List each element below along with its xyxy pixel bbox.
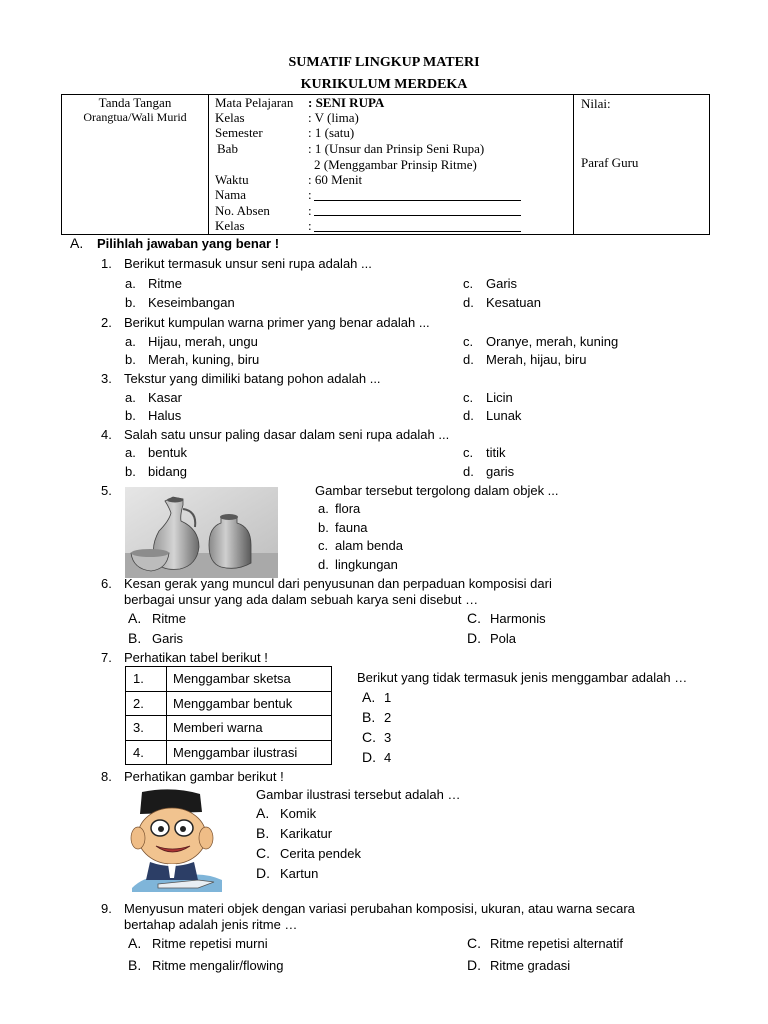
q6-text-line1: Kesan gerak yang muncul dari penyusunan dan perpaduan komposisi dari [124,576,552,591]
q3-text: Tekstur yang dimiliki batang pohon adalah ... [124,371,381,386]
q1-opt-b[interactable]: Keseimbangan [148,295,235,310]
q3-opt-c[interactable]: Licin [486,390,513,405]
q5-opt-c[interactable]: alam benda [335,538,403,553]
q8-text: Perhatikan gambar berikut ! [124,769,284,784]
label-mata-pelajaran: Mata Pelajaran [215,95,294,110]
q7-opt-c[interactable]: 3 [384,730,392,745]
value-semester: : 1 (satu) [308,125,355,140]
q6-opt-b[interactable]: Garis [152,631,184,646]
table-cell-number: 2. [126,691,167,716]
table-cell-value: Memberi warna [167,716,332,741]
q6-opt-d-letter[interactable]: D. [467,630,481,646]
q4-opt-d-letter[interactable]: d. [463,464,474,479]
q5-opt-b[interactable]: fauna [335,520,368,535]
q8-opt-b-letter[interactable]: B. [256,825,270,841]
q6-opt-d[interactable]: Pola [490,631,517,646]
table-cell-value: Menggambar ilustrasi [167,740,332,765]
table-row [126,691,332,716]
q1-opt-d-letter[interactable]: d. [463,295,474,310]
q7-opt-b[interactable]: 2 [384,710,392,725]
q1-number: 1. [101,256,112,271]
signature-label: Tanda Tangan [98,95,172,110]
label-bab: Bab [217,141,238,156]
table-row [126,667,332,692]
colon-nama: : [308,187,312,202]
q9-opt-b-letter[interactable]: B. [128,957,142,973]
table-cell-number: 3. [126,716,167,741]
q2-opt-a[interactable]: Hijau, merah, ungu [148,334,258,349]
q8-opt-b[interactable]: Karikatur [280,826,333,841]
table-cell-value: Menggambar bentuk [167,691,332,716]
q7-opt-b-letter[interactable]: B. [362,709,376,725]
label-nama: Nama [215,187,247,202]
q6-opt-a[interactable]: Ritme [152,611,186,626]
caricature-image [128,788,226,896]
q7-text: Perhatikan tabel berikut ! [124,650,268,665]
q6-opt-a-letter[interactable]: A. [128,610,142,626]
table-row [126,740,332,765]
q5-opt-d[interactable]: lingkungan [335,557,398,572]
q3-opt-b[interactable]: Halus [148,408,182,423]
q7-table [125,666,332,765]
q9-opt-a[interactable]: Ritme repetisi murni [152,936,268,951]
q2-opt-c[interactable]: Oranye, merah, kuning [486,334,619,349]
q2-opt-c-letter[interactable]: c. [463,334,474,349]
page-subtitle: KURIKULUM MERDEKA [300,77,468,92]
q2-opt-a-letter[interactable]: a. [125,334,136,349]
q1-opt-b-letter[interactable]: b. [125,295,136,310]
q4-text: Salah satu unsur paling dasar dalam seni rupa adalah ... [124,427,450,442]
q7-question: Berikut yang tidak termasuk jenis menggambar adalah … [357,670,688,685]
q5-text: Gambar tersebut tergolong dalam objek ... [315,483,559,498]
q5-opt-a-letter[interactable]: a. [318,501,329,516]
q2-opt-b[interactable]: Merah, kuning, biru [148,352,260,367]
q1-opt-c[interactable]: Garis [486,276,518,291]
q7-opt-a[interactable]: 1 [384,690,392,705]
q8-opt-c[interactable]: Cerita pendek [280,846,361,861]
label-kelas-2: Kelas [215,218,245,233]
q4-opt-b-letter[interactable]: b. [125,464,136,479]
q7-opt-d[interactable]: 4 [384,750,392,765]
q4-opt-d[interactable]: garis [486,464,515,479]
table-cell-number: 1. [126,667,167,692]
q9-text-line1: Menyusun materi objek dengan variasi perubahan komposisi, ukuran, atau warna secara [124,901,635,916]
q4-number: 4. [101,427,112,442]
q4-opt-b[interactable]: bidang [148,464,188,479]
q5-opt-c-letter[interactable]: c. [318,538,329,553]
q8-opt-a[interactable]: Komik [280,806,317,821]
q4-opt-c-letter[interactable]: c. [463,445,474,460]
q3-opt-b-letter[interactable]: b. [125,408,136,423]
q3-number: 3. [101,371,112,386]
value-bab-1: : 1 (Unsur dan Prinsip Seni Rupa) [308,141,485,156]
q5-number: 5. [101,483,112,498]
q5-opt-d-letter[interactable]: d. [318,557,329,572]
q3-opt-c-letter[interactable]: c. [463,390,474,405]
table-cell-number: 4. [126,740,167,765]
q3-opt-a-letter[interactable]: a. [125,390,136,405]
label-semester: Semester [215,125,263,140]
q6-number: 6. [101,576,112,591]
value-kelas: : V (lima) [308,110,359,125]
q7-opt-d-letter[interactable]: D. [362,749,376,765]
q4-opt-a-letter[interactable]: a. [125,445,136,460]
value-mata-pelajaran: : SENI RUPA [308,95,385,110]
q9-number: 9. [101,901,112,916]
label-waktu: Waktu [215,172,249,187]
q9-opt-d-letter[interactable]: D. [467,957,481,973]
q9-opt-b[interactable]: Ritme mengalir/flowing [152,958,284,973]
q8-opt-d-letter[interactable]: D. [256,865,270,881]
paraf-guru-label: Paraf Guru [581,155,639,170]
q7-opt-a-letter[interactable]: A. [362,689,376,705]
q1-text: Berikut termasuk unsur seni rupa adalah ... [124,256,372,271]
q1-opt-a[interactable]: Ritme [148,276,182,291]
q3-opt-a[interactable]: Kasar [148,390,182,405]
label-kelas: Kelas [215,110,245,125]
q5-opt-b-letter[interactable]: b. [318,520,329,535]
q2-text: Berikut kumpulan warna primer yang benar adalah ... [124,315,430,330]
q9-opt-c[interactable]: Ritme repetisi alternatif [490,936,623,951]
nama-field[interactable] [314,200,521,201]
kelas-field[interactable] [314,231,521,232]
q2-opt-b-letter[interactable]: b. [125,352,136,367]
page-title: SUMATIF LINGKUP MATERI [288,55,480,70]
still-life-image [125,487,278,578]
q9-opt-d[interactable]: Ritme gradasi [490,958,571,973]
value-bab-2: 2 (Menggambar Prinsip Ritme) [314,157,477,172]
q4-opt-a[interactable]: bentuk [148,445,188,460]
q9-text-line2: bertahap adalah jenis ritme … [124,917,298,932]
q2-number: 2. [101,315,112,330]
q8-question: Gambar ilustrasi tersebut adalah … [256,787,461,802]
value-waktu: : 60 Menit [308,172,363,187]
no-absen-field[interactable] [314,215,521,216]
q3-opt-d[interactable]: Lunak [486,408,522,423]
section-letter: A. [70,235,84,251]
q6-text-line2: berbagai unsur yang ada dalam sebuah karya seni disebut … [124,592,479,607]
q1-opt-d[interactable]: Kesatuan [486,295,541,310]
q2-opt-d[interactable]: Merah, hijau, biru [486,352,587,367]
table-row [126,716,332,741]
q6-opt-c-letter[interactable]: C. [467,610,481,626]
section-instruction: Pilihlah jawaban yang benar ! [97,236,280,251]
q1-opt-a-letter[interactable]: a. [125,276,136,291]
q5-opt-a[interactable]: flora [335,501,361,516]
q9-opt-a-letter[interactable]: A. [128,935,142,951]
signature-cell [62,95,209,234]
nilai-label: Nilai: [581,96,611,111]
q8-number: 8. [101,769,112,784]
colon-kelas-2: : [308,218,312,233]
q8-opt-c-letter[interactable]: C. [256,845,270,861]
q8-opt-a-letter[interactable]: A. [256,805,270,821]
q9-opt-c-letter[interactable]: C. [467,935,481,951]
q3-opt-d-letter[interactable]: d. [463,408,474,423]
q2-opt-d-letter[interactable]: d. [463,352,474,367]
q6-opt-c[interactable]: Harmonis [490,611,546,626]
q7-number: 7. [101,650,112,665]
signature-sublabel: Orangtua/Wali Murid [83,110,187,124]
label-no-absen: No. Absen [215,203,270,218]
grade-cell [573,95,711,234]
table-cell-value: Menggambar sketsa [167,667,332,692]
q1-opt-c-letter[interactable]: c. [463,276,474,291]
q4-opt-c[interactable]: titik [486,445,506,460]
q7-opt-c-letter[interactable]: C. [362,729,376,745]
colon-no-absen: : [308,203,312,218]
q6-opt-b-letter[interactable]: B. [128,630,142,646]
q8-opt-d[interactable]: Kartun [280,866,319,881]
